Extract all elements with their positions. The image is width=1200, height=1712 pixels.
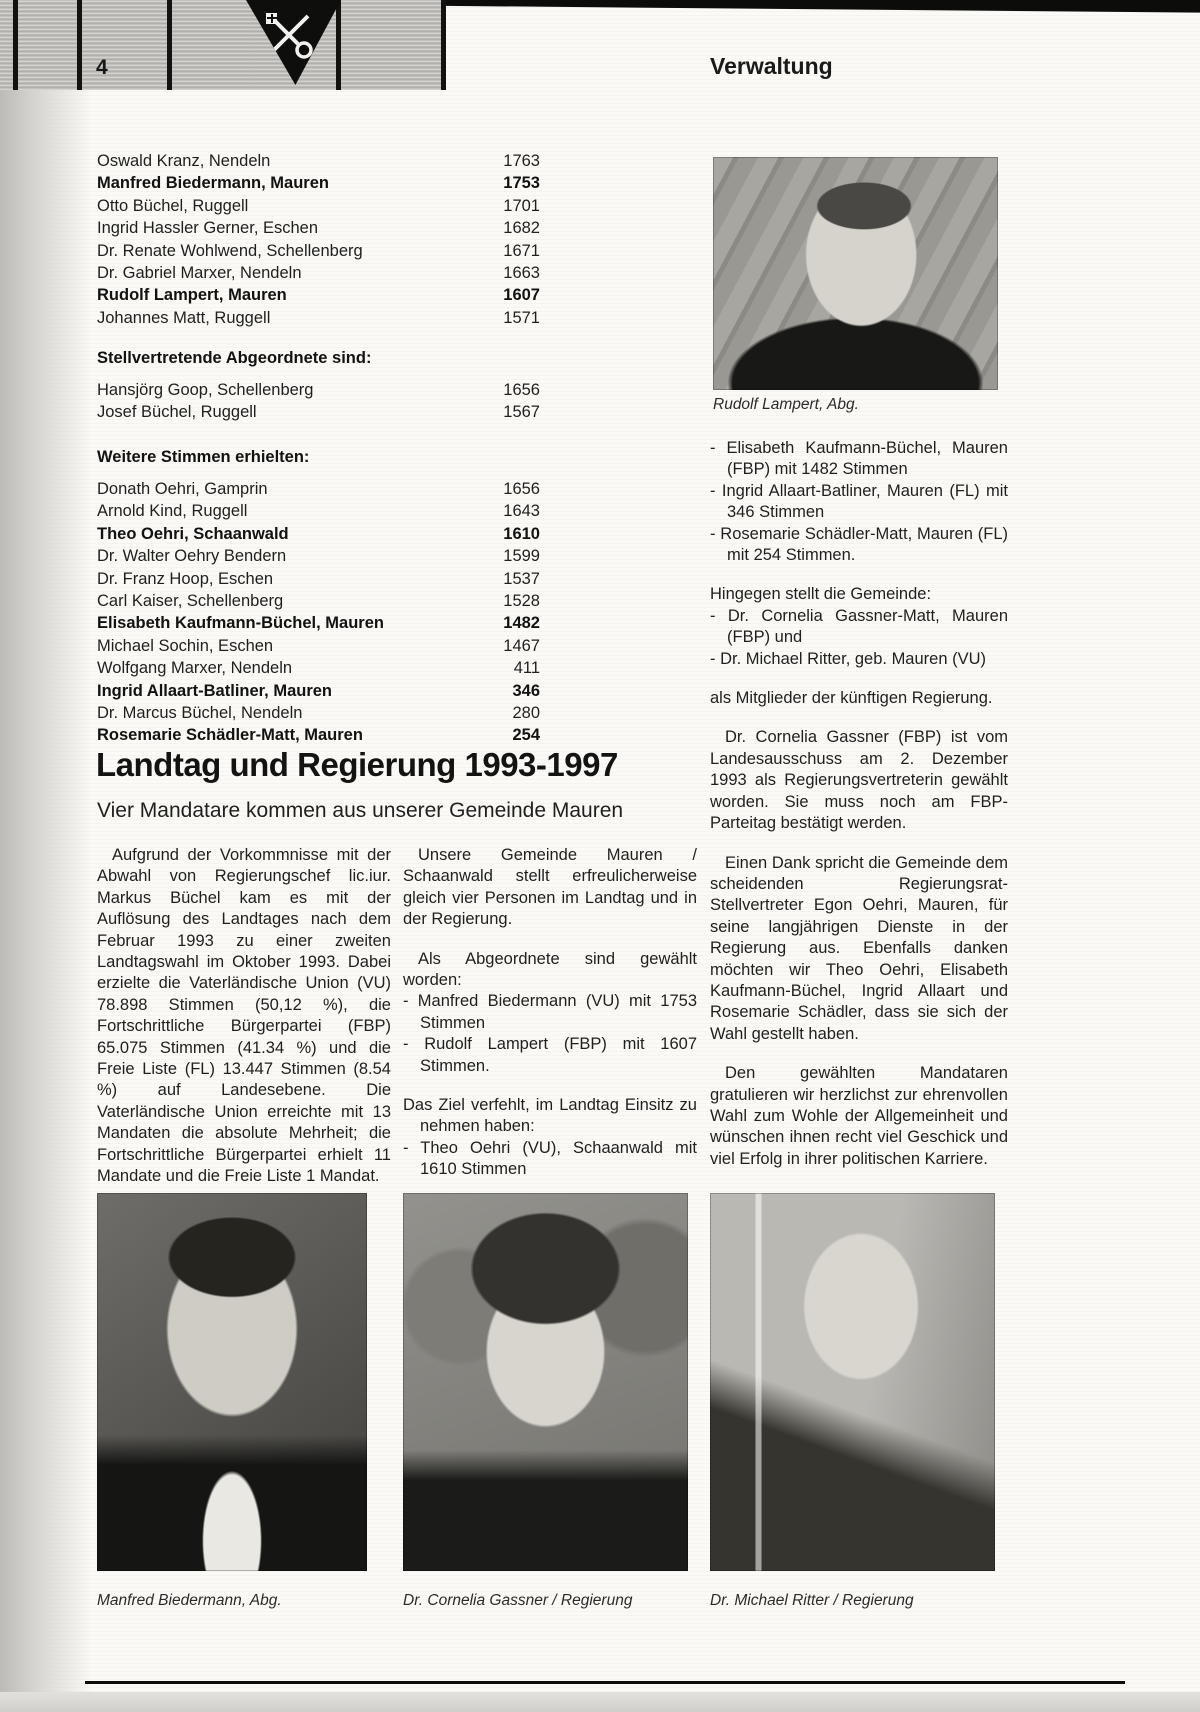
vote-count: 1537 — [503, 569, 540, 588]
vote-count: 1567 — [503, 403, 540, 422]
paragraph: als Mitglieder der künftigen Regierung. — [710, 689, 993, 708]
bullet-item: - Rosemarie Schädler-Matt, Mauren (FL) mit 254 Stimmen. — [710, 524, 1008, 565]
vote-row — [97, 379, 540, 401]
scan-gutter-shadow — [0, 0, 92, 1712]
paragraph: Einen Dank spricht die Gemeinde dem scheidenden Regierungsrat-Stellvertreter Egon Oehri, Mauren, für seine langjährigen Dienste in der Regierung aus. Ebenfalls danken möchten wir Theo Oehri, Elisabeth Kaufmann-Büchel, Ingrid Allaart und Rosemarie Schädler, dass sie sich der Wahl gestellt haben. — [710, 853, 1008, 1043]
vote-row — [97, 500, 540, 522]
article-subhead: Vier Mandatare kommen aus unserer Gemeinde Mauren — [97, 799, 624, 822]
photo-manfred-biedermann — [97, 1193, 367, 1571]
photo-caption: Rudolf Lampert, Abg. — [713, 396, 859, 413]
candidate-name: Ingrid Hassler Gerner, Eschen — [97, 219, 319, 238]
vote-row — [97, 523, 540, 545]
header-divider — [167, 0, 172, 90]
vote-count: 1671 — [503, 241, 540, 260]
vote-count: 1701 — [503, 196, 540, 215]
vote-row — [97, 150, 540, 172]
main-results-list — [97, 150, 540, 329]
vote-row — [97, 240, 540, 262]
header-divider — [13, 0, 18, 90]
candidate-name: Dr. Franz Hoop, Eschen — [97, 569, 274, 588]
more-votes-heading: Weitere Stimmen erhielten: — [97, 448, 310, 466]
vote-row — [97, 478, 540, 500]
photo-michael-ritter — [710, 1193, 995, 1571]
candidate-name: Wolfgang Marxer, Nendeln — [97, 659, 293, 678]
vote-row — [97, 217, 540, 239]
header-band — [0, 0, 446, 90]
candidate-name: Dr. Gabriel Marxer, Nendeln — [97, 264, 302, 283]
photo-caption: Dr. Cornelia Gassner / Regierung — [403, 1592, 633, 1609]
article-column-3 — [710, 438, 1008, 1170]
vote-count: 1656 — [503, 381, 540, 399]
vote-row — [97, 307, 540, 329]
bullet-item: - Elisabeth Kaufmann-Büchel, Mauren (FBP) mit 1482 Stimmen — [710, 439, 1008, 479]
candidate-name: Theo Oehri, Schaanwald — [97, 524, 289, 543]
bullet-item: - Dr. Cornelia Gassner-Matt, Mauren (FBP) und — [710, 606, 1008, 647]
vote-count: 1753 — [503, 174, 540, 193]
vote-row — [97, 195, 540, 217]
vote-count: 1656 — [503, 480, 540, 498]
vote-row — [97, 568, 540, 590]
candidate-name: Johannes Matt, Ruggell — [97, 308, 271, 327]
candidate-name: Ingrid Allaart-Batliner, Mauren — [97, 681, 333, 700]
candidate-name: Rudolf Lampert, Mauren — [97, 286, 287, 305]
bullet-item: - Ingrid Allaart-Batliner, Mauren (FL) mit 346 Stimmen — [710, 481, 1008, 522]
vote-row — [97, 172, 540, 194]
vote-count: 1682 — [503, 219, 540, 238]
candidate-name: Donath Oehri, Gamprin — [97, 480, 268, 498]
bullet-item: - Theo Oehri (VU), Schaanwald mit 1610 Stimmen — [403, 1138, 697, 1179]
vote-count: 1467 — [503, 636, 540, 655]
vote-row — [97, 702, 540, 724]
vote-row — [97, 680, 540, 702]
candidate-name: Rosemarie Schädler-Matt, Mauren — [97, 726, 363, 745]
vote-row — [97, 724, 540, 746]
paragraph: Unsere Gemeinde Mauren / Schaanwald stellt erfreulicherweise gleich vier Personen im Landtag und in der Regierung. — [403, 846, 697, 929]
photo-rudolf-lampert — [713, 157, 998, 390]
bottom-rule — [85, 1681, 1125, 1684]
vote-count: 1610 — [503, 524, 540, 543]
vote-row — [97, 545, 540, 567]
vote-count: 1763 — [503, 152, 540, 170]
candidate-name: Michael Sochin, Eschen — [97, 636, 274, 655]
section-title: Verwaltung — [710, 53, 833, 79]
candidate-name: Elisabeth Kaufmann-Büchel, Mauren — [97, 614, 384, 633]
photo-caption: Manfred Biedermann, Abg. — [97, 1592, 282, 1609]
candidate-name: Oswald Kranz, Nendeln — [97, 152, 271, 170]
candidate-name: Dr. Renate Wohlwend, Schellenberg — [97, 241, 363, 260]
vote-row — [97, 590, 540, 612]
candidate-name: Hansjörg Goop, Schellenberg — [97, 381, 314, 399]
candidate-name: Manfred Biedermann, Mauren — [97, 174, 329, 193]
page-number: 4 — [96, 56, 108, 79]
vote-row — [97, 635, 540, 657]
paragraph: Aufgrund der Vorkommnisse mit der Abwahl von Regierungschef lic.iur. Markus Büchel kam es mit der Auflösung des Landtages nach dem Februar 1993 zu einer zweiten Landtagswahl im Oktober 1993. Dabei erzielte die Vaterländische Union (VU) 78.898 Stimmen (50,12 %), die Fortschrittliche Bürgerpartei (FBP) 65.075 Stimmen (41.34 %) und die Freie Liste (FL) 13.447 Stimmen (8.54 %) auf Landesebene. Die Vaterländische Union erreichte mit 13 Mandaten die absolute Mehrheit; die Fortschrittliche Bürgerpartei erhielt 11 Mandate und die Freie Liste 1 Mandat. — [97, 846, 391, 1186]
paragraph: Den gewählten Mandataren gratulieren wir herzlichst zur ehrenvollen Wahl zum Wohle der Allgemeinheit und wünschen ihnen recht viel Geschick und viel Erfolg in ihrer politischen Karriere. — [710, 1064, 1008, 1168]
vote-row — [97, 284, 540, 306]
photo-caption: Dr. Michael Ritter / Regierung — [710, 1592, 914, 1609]
vote-count: 1571 — [503, 308, 540, 327]
paragraph: Als Abgeordnete sind gewählt worden: — [403, 949, 697, 990]
vote-count: 1528 — [503, 592, 540, 611]
paragraph: Hingegen stellt die Gemeinde: — [710, 585, 932, 604]
vote-row — [97, 262, 540, 284]
bullet-item: - Rudolf Lampert (FBP) mit 1607 Stimmen. — [403, 1035, 697, 1075]
bullet-item: - Dr. Michael Ritter, geb. Mauren (VU) — [710, 649, 987, 668]
scan-bottom-edge — [0, 1692, 1200, 1712]
candidate-name: Dr. Walter Oehry Bendern — [97, 547, 287, 566]
candidate-name: Josef Büchel, Ruggell — [97, 403, 257, 422]
candidate-name: Dr. Marcus Büchel, Nendeln — [97, 704, 303, 723]
bullet-item: - Manfred Biedermann (VU) mit 1753 Stimmen — [403, 992, 697, 1032]
deputy-results-list — [97, 379, 540, 424]
header-divider — [441, 0, 446, 90]
vote-count: 411 — [513, 659, 540, 678]
vote-row — [97, 401, 540, 423]
vote-count: 1643 — [503, 502, 540, 521]
article-column-2 — [403, 845, 697, 1181]
photo-cornelia-gassner — [403, 1193, 688, 1571]
vote-row — [97, 612, 540, 634]
vote-count: 346 — [512, 681, 540, 700]
vote-count: 1607 — [503, 286, 540, 305]
candidate-name: Otto Büchel, Ruggell — [97, 196, 249, 215]
deputy-list-heading: Stellvertretende Abgeordnete sind: — [97, 349, 372, 367]
candidate-name: Carl Kaiser, Schellenberg — [97, 592, 284, 611]
vote-count: 254 — [512, 726, 540, 745]
header-divider — [77, 0, 82, 90]
paragraph: Das Ziel verfehlt, im Landtag Einsitz zu nehmen haben: — [403, 1096, 697, 1136]
vote-row — [97, 657, 540, 679]
article-headline: Landtag und Regierung 1993-1997 — [96, 746, 618, 783]
vote-count: 280 — [512, 704, 540, 723]
article-column-1 — [97, 845, 391, 1188]
top-black-wedge — [446, 0, 1200, 14]
vote-count: 1599 — [503, 547, 540, 566]
more-votes-list — [97, 478, 540, 747]
candidate-name: Arnold Kind, Ruggell — [97, 502, 248, 521]
header-divider — [336, 0, 341, 90]
paragraph: Dr. Cornelia Gassner (FBP) ist vom Landesausschuss am 2. Dezember 1993 als Regierungsvertreterin gewählt worden. Sie muss noch am FBP-Parteitag bestätigt werden. — [710, 728, 1008, 833]
vote-count: 1663 — [503, 264, 540, 283]
vote-count: 1482 — [503, 614, 540, 633]
